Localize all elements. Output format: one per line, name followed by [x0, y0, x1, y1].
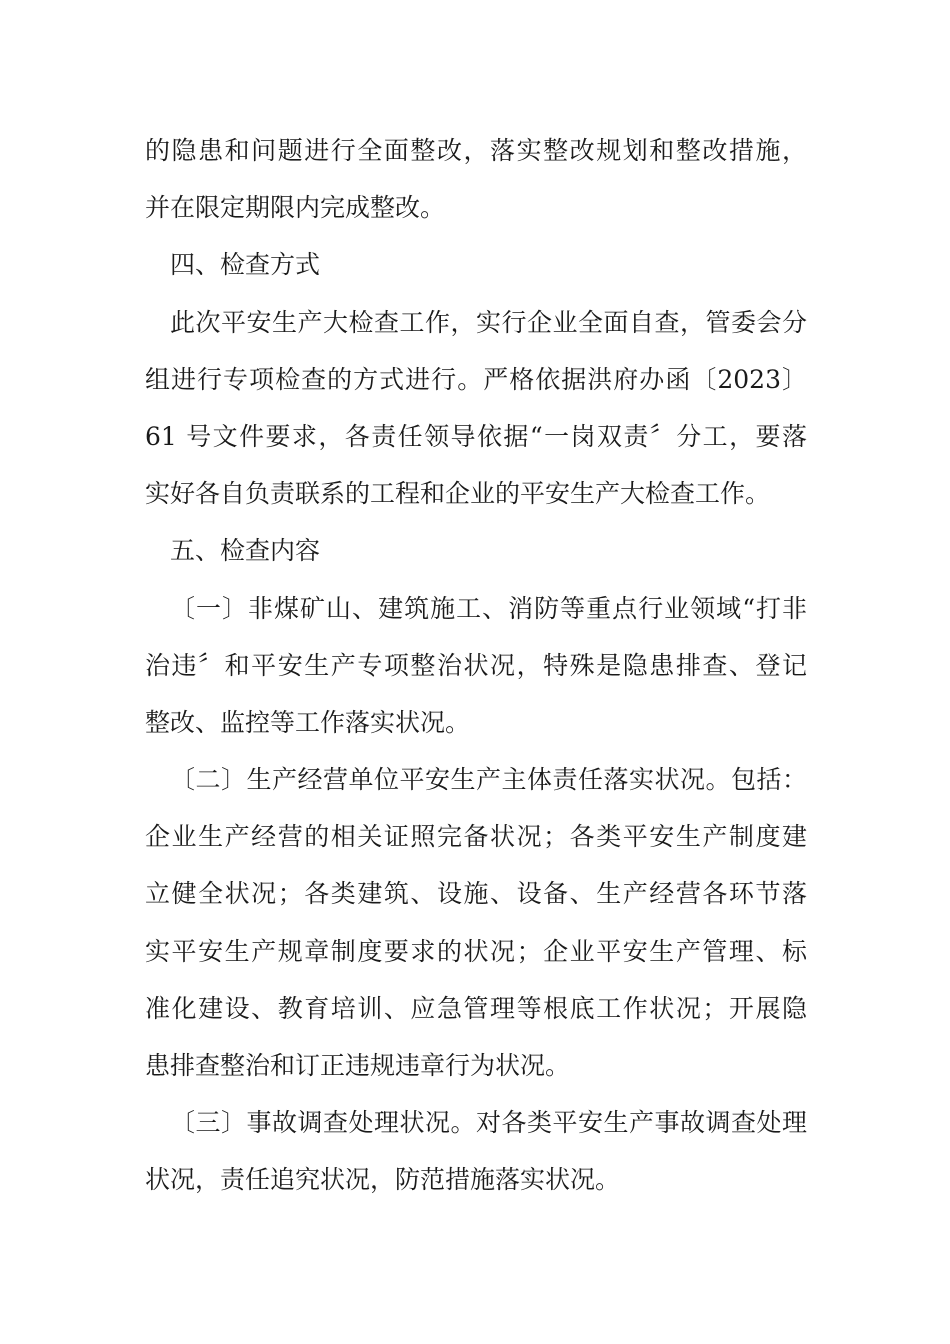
text-line: 状况，责任追究状况，防范措施落实状况。 — [145, 1165, 621, 1195]
text-line: 准化建设、教育培训、应急管理等根底工作状况；开展隐 — [145, 993, 807, 1023]
text-line: 并在限定期限内完成整改。 — [145, 193, 446, 223]
text-line: 此次平安生产大检查工作，实行企业全面自查，管委会分 — [170, 307, 807, 337]
text-line: 〔三〕事故调查处理状况。对各类平安生产事故调查处理 — [170, 1108, 807, 1138]
text-line: 立健全状况；各类建筑、设施、设备、生产经营各环节落 — [145, 879, 807, 909]
text-line: 〔二〕生产经营单位平安生产主体责任落实状况。包括： — [170, 765, 807, 795]
section-heading: 四、检查方式 — [170, 250, 321, 280]
text-line: 组进行专项检查的方式进行。严格依据洪府办函〔2023〕 — [145, 364, 807, 394]
text-line: 61 号文件要求，各责任领导依据“一岗双责〞分工，要落 — [145, 421, 807, 451]
text-line: 企业生产经营的相关证照完备状况；各类平安生产制度建 — [145, 822, 807, 852]
text-line: 治违〞和平安生产专项整治状况，特殊是隐患排查、登记 — [145, 650, 807, 680]
text-line: 实平安生产规章制度要求的状况；企业平安生产管理、标 — [145, 936, 807, 966]
text-line: 实好各自负责联系的工程和企业的平安生产大检查工作。 — [145, 479, 771, 509]
text-line: 〔一〕非煤矿山、建筑施工、消防等重点行业领域“打非 — [170, 593, 807, 623]
text-line: 患排查整治和订正违规违章行为状况。 — [145, 1051, 571, 1080]
section-heading: 五、检查内容 — [170, 536, 321, 566]
text-line: 整改、监控等工作落实状况。 — [145, 707, 471, 737]
document-body — [145, 122, 807, 1209]
text-line: 的隐患和问题进行全面整改，落实整改规划和整改措施， — [145, 136, 807, 165]
